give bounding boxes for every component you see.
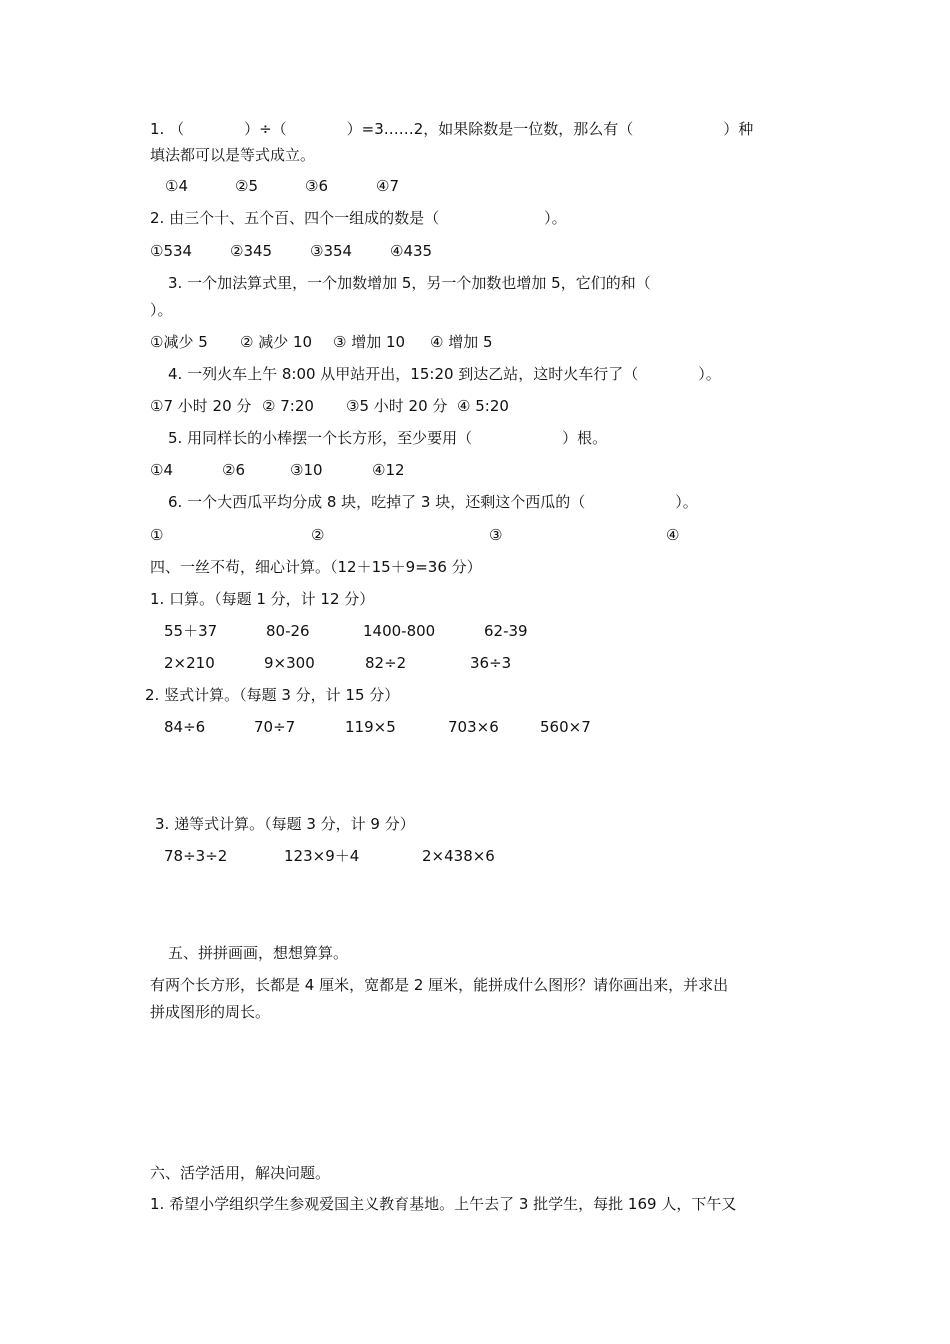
calc-item: 80-26 (266, 622, 310, 640)
q5-text: 5. 用同样长的小棒摆一个长方形，至少要用（ ）根。 (168, 429, 608, 447)
q4-option: ①7 小时 20 分 (150, 397, 252, 415)
calc-item: 82÷2 (365, 654, 407, 672)
q6-option: ③ (489, 526, 503, 544)
q5-option: ④12 (372, 461, 405, 479)
q3-option: ①减少 5 (150, 333, 208, 351)
q6-option: ② (311, 526, 325, 544)
q4-option: ④ 5:20 (457, 397, 509, 415)
calc-item: 36÷3 (470, 654, 512, 672)
q3-option: ③ 增加 10 (333, 333, 406, 351)
q6-text: 6. 一个大西瓜平均分成 8 块，吃掉了 3 块，还剩这个西瓜的（ ）。 (168, 493, 698, 511)
s6-q1: 1. 希望小学组织学生参观爱国主义教育基地。上午去了 3 批学生，每批 169 人，下午又 (150, 1195, 737, 1213)
q1-option: ①4 (165, 177, 188, 195)
calc-item: 2×210 (164, 654, 215, 672)
calc-item: 9×300 (264, 654, 315, 672)
calc-item: 78÷3÷2 (164, 847, 228, 865)
q3-line2: ）。 (150, 301, 173, 319)
q6-option: ④ (666, 526, 680, 544)
q4-option: ② 7:20 (262, 397, 314, 415)
calc-item: 70÷7 (254, 718, 296, 736)
q4-option: ③5 小时 20 分 (346, 397, 448, 415)
section5-title: 五、拼拼画画，想想算算。 (168, 944, 349, 962)
calc-item: 55＋37 (164, 622, 218, 640)
calc-item: 123×9＋4 (284, 847, 360, 865)
q2-text: 2. 由三个十、五个百、四个一组成的数是（ ）。 (150, 209, 567, 227)
q1-option: ③6 (305, 177, 328, 195)
q5-option: ②6 (222, 461, 245, 479)
q2-option: ④435 (390, 242, 433, 260)
calc-item: 84÷6 (164, 718, 206, 736)
q1-line2: 填法都可以是等式成立。 (150, 146, 316, 164)
calc-item: 560×7 (540, 718, 591, 736)
q1-line1: 1. （ ）÷（ ）=3……2，如果除数是一位数，那么有（ ）种 (150, 120, 754, 138)
q3-option: ④ 增加 5 (430, 333, 493, 351)
s5-line2: 拼成图形的周长。 (150, 1003, 271, 1021)
calc-item: 2×438×6 (422, 847, 495, 865)
q6-option: ① (150, 526, 164, 544)
s4-sub2: 2. 竖式计算。（每题 3 分，计 15 分） (145, 686, 400, 704)
calc-item: 119×5 (345, 718, 396, 736)
q3-option: ② 减少 10 (240, 333, 313, 351)
s5-line1: 有两个长方形，长都是 4 厘米，宽都是 2 厘米，能拼成什么图形？请你画出来，并求出 (150, 976, 729, 994)
q1-option: ④7 (376, 177, 399, 195)
q1-option: ②5 (235, 177, 258, 195)
q5-option: ①4 (150, 461, 173, 479)
section6-title: 六、活学活用，解决问题。 (150, 1164, 331, 1182)
q5-option: ③10 (290, 461, 323, 479)
q4-text: 4. 一列火车上午 8:00 从甲站开出，15:20 到达乙站，这时火车行了（ ）。 (168, 365, 721, 383)
s4-sub3: 3. 递等式计算。（每题 3 分，计 9 分） (155, 815, 415, 833)
calc-item: 703×6 (448, 718, 499, 736)
calc-item: 62-39 (484, 622, 528, 640)
q3-line1: 3. 一个加法算式里，一个加数增加 5，另一个加数也增加 5，它们的和（ (168, 274, 651, 292)
q2-option: ③354 (310, 242, 353, 260)
q2-option: ①534 (150, 242, 193, 260)
q2-option: ②345 (230, 242, 273, 260)
section4-title: 四、一丝不苟，细心计算。（12＋15＋9=36 分） (150, 558, 482, 576)
s4-sub1: 1. 口算。（每题 1 分，计 12 分） (150, 590, 375, 608)
calc-item: 1400-800 (363, 622, 436, 640)
